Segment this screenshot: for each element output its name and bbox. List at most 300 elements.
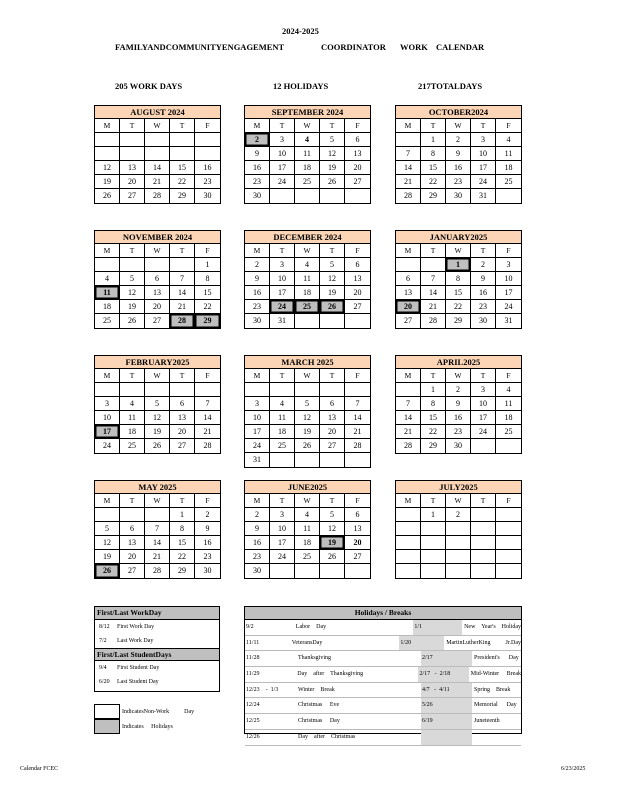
month-title: SEPTEMBER 2024 [245, 106, 370, 119]
day-cell: 25 [496, 425, 521, 439]
day-cell [95, 258, 120, 272]
holiday-name: Labor Day [295, 624, 327, 630]
month-calendar [244, 230, 371, 329]
day-cell: 23 [195, 175, 220, 189]
day-cell [320, 453, 345, 467]
day-cell: 31 [471, 189, 496, 203]
day-cell: 4 [120, 397, 145, 411]
holiday-date: 2/17 - 2/18 [418, 667, 468, 682]
holiday-day-cell: 26 [95, 564, 120, 578]
workday-label: First Work Day [117, 624, 155, 630]
weekday-header: F [496, 119, 521, 133]
holiday-date: 11/28 [246, 655, 260, 662]
weekday-header: T [320, 244, 345, 258]
month-calendar [94, 355, 221, 454]
day-cell: 12 [295, 411, 320, 425]
day-cell: 3 [471, 383, 496, 397]
day-cell: 6 [345, 258, 370, 272]
day-cell: 24 [471, 175, 496, 189]
day-cell: 30 [245, 189, 270, 203]
day-cell: 19 [95, 550, 120, 564]
day-cell [270, 383, 295, 397]
day-cell [496, 508, 521, 522]
day-cell: 30 [446, 189, 471, 203]
day-cell: 13 [345, 147, 370, 161]
holiday-name: President's Day [474, 655, 519, 662]
day-cell: 11 [295, 147, 320, 161]
day-cell: 17 [471, 161, 496, 175]
day-cell: 21 [145, 175, 170, 189]
day-cell: 13 [170, 411, 195, 425]
day-cell: 19 [295, 425, 320, 439]
weekday-header: F [345, 494, 370, 508]
day-cell: 16 [195, 536, 220, 550]
day-cell [471, 550, 496, 564]
holiday-name [472, 730, 521, 745]
weekday-header: F [345, 244, 370, 258]
list-item [95, 661, 219, 675]
day-cell: 21 [170, 300, 195, 314]
day-cell: 14 [345, 411, 370, 425]
month-calendar [94, 480, 221, 579]
day-cell: 3 [471, 133, 496, 147]
day-cell: 29 [421, 189, 446, 203]
holiday-date: 11/29 [246, 671, 260, 678]
day-cell: 7 [396, 397, 421, 411]
day-cell: 21 [396, 425, 421, 439]
day-cell: 4 [270, 397, 295, 411]
day-cell [270, 453, 295, 467]
day-cell [195, 147, 220, 161]
day-cell: 31 [270, 314, 295, 328]
weekday-header: F [496, 369, 521, 383]
holiday-name: Mid-Winter Break [470, 671, 521, 678]
workday-label: Last Work Day [117, 638, 154, 644]
holidays-breaks-box [244, 606, 522, 740]
day-cell [446, 550, 471, 564]
month-title: JANUARY2025 [396, 231, 521, 244]
holiday-name: New Year's Holiday [464, 624, 522, 630]
day-cell: 29 [446, 314, 471, 328]
month-title: MAY 2025 [95, 481, 220, 494]
weekday-header: T [471, 494, 496, 508]
day-cell: 30 [203, 566, 212, 575]
calendar-title: CALENDAR [436, 42, 485, 52]
weekday-header: T [270, 119, 295, 133]
day-cell [345, 189, 370, 203]
day-cell: 17 [496, 286, 521, 300]
day-cell: 11 [496, 147, 521, 161]
day-cell [471, 508, 496, 522]
holiday-day-cell: 25 [295, 300, 320, 314]
day-cell: 16 [245, 536, 270, 550]
day-cell: 25 [95, 314, 120, 328]
day-cell: 19 [95, 175, 120, 189]
day-cell [145, 147, 170, 161]
day-cell [120, 258, 145, 272]
day-cell [270, 564, 295, 578]
day-cell: 16 [446, 161, 471, 175]
holiday-name: Christmas Day [298, 718, 340, 725]
day-cell: 14 [170, 286, 195, 300]
weekday-header: F [345, 119, 370, 133]
weekday-header: T [421, 119, 446, 133]
day-cell: 12 [320, 522, 345, 536]
day-cell: 22 [421, 425, 446, 439]
month-title: OCTOBER2024 [396, 106, 521, 119]
day-cell: 2 [195, 508, 220, 522]
day-cell: 9 [446, 147, 471, 161]
weekday-header: W [295, 494, 320, 508]
day-cell [396, 258, 421, 272]
day-cell [496, 564, 521, 578]
day-cell: 27 [170, 439, 195, 453]
day-cell [145, 508, 170, 522]
day-cell: 28 [145, 189, 170, 203]
day-cell [446, 536, 471, 550]
weekday-header: M [396, 244, 421, 258]
day-cell [270, 189, 295, 203]
holidays-list [245, 620, 521, 746]
day-cell: 2 [245, 508, 270, 522]
day-cell: 10 [496, 272, 521, 286]
day-cell [120, 147, 145, 161]
weekday-header: T [320, 369, 345, 383]
weekday-header: T [320, 119, 345, 133]
day-cell: 5 [120, 272, 145, 286]
holiday-name: VeteransDay [291, 639, 323, 646]
total-days-summary: 217TOTALDAYS [418, 81, 483, 91]
day-cell: 7 [170, 272, 195, 286]
weekday-header: M [95, 369, 120, 383]
day-cell [195, 383, 220, 397]
month-title: MARCH 2025 [245, 356, 370, 369]
day-cell [320, 189, 345, 203]
day-cell [295, 453, 320, 467]
day-cell [496, 189, 521, 203]
day-cell [496, 550, 521, 564]
list-item [95, 620, 219, 634]
day-cell: 3 [245, 397, 270, 411]
weekday-header: M [396, 119, 421, 133]
day-cell: 19 [320, 286, 345, 300]
day-cell: 26 [145, 439, 170, 453]
holiday-day-cell: 1 [446, 258, 471, 272]
holiday-date: 1/1 [413, 620, 462, 635]
day-cell: 1 [421, 383, 446, 397]
day-cell: 4 [295, 508, 320, 522]
weekday-header: F [496, 244, 521, 258]
day-cell: 18 [295, 536, 320, 550]
month-grid [245, 119, 370, 203]
day-cell: 2 [446, 133, 471, 147]
weekday-header: T [421, 369, 446, 383]
day-cell: 15 [170, 161, 195, 175]
day-cell: 19 [320, 161, 345, 175]
day-cell: 22 [170, 175, 195, 189]
day-cell: 6 [345, 133, 370, 147]
work-days-summary: 205 WORK DAYS [115, 81, 183, 91]
day-cell: 14 [396, 411, 421, 425]
day-cell: 2 [471, 258, 496, 272]
day-cell: 25 [120, 439, 145, 453]
day-cell: 28 [345, 439, 370, 453]
day-cell [245, 383, 270, 397]
day-cell: 12 [320, 272, 345, 286]
day-cell: 20 [170, 425, 195, 439]
day-cell [496, 536, 521, 550]
month-calendar [244, 105, 371, 204]
month-grid [396, 369, 521, 453]
day-cell: 1 [195, 258, 220, 272]
day-cell: 17 [270, 161, 295, 175]
day-cell: 8 [195, 272, 220, 286]
day-cell: 23 [471, 300, 496, 314]
day-cell: 2 [245, 258, 270, 272]
month-title: AUGUST 2024 [95, 106, 220, 119]
day-cell: 21 [345, 425, 370, 439]
day-cell: 10 [471, 147, 496, 161]
day-cell [345, 453, 370, 467]
day-cell: 14 [396, 161, 421, 175]
weekday-header: M [95, 244, 120, 258]
day-cell: 10 [270, 272, 295, 286]
day-cell: 28 [421, 314, 446, 328]
holiday-name: Christmas Eve [298, 702, 340, 709]
day-cell: 11 [120, 411, 145, 425]
holiday-day-cell: 19 [320, 536, 345, 550]
studentday-date: 9/4 [99, 665, 107, 671]
day-cell: 4 [95, 272, 120, 286]
day-cell: 25 [496, 175, 521, 189]
weekday-header: M [396, 369, 421, 383]
day-cell: 10 [95, 411, 120, 425]
day-cell: 6 [320, 397, 345, 411]
day-cell [396, 550, 421, 564]
day-cell: 5 [95, 522, 120, 536]
weekday-header: W [145, 369, 170, 383]
day-cell [396, 133, 421, 147]
day-cell: 7 [195, 397, 220, 411]
day-cell [320, 314, 345, 328]
day-cell: 14 [195, 411, 220, 425]
weekday-header: T [120, 494, 145, 508]
day-cell: 4 [496, 133, 521, 147]
holiday-name: Winter Break [298, 686, 335, 693]
day-cell: 15 [421, 161, 446, 175]
day-cell: 8 [421, 397, 446, 411]
holiday-date: 4/7 - 4/11 [421, 683, 472, 698]
day-cell: 1 [421, 508, 446, 522]
list-item [95, 634, 219, 648]
day-cell [471, 439, 496, 453]
day-cell: 22 [195, 300, 220, 314]
day-cell: 15 [170, 536, 195, 550]
weekday-header: T [421, 244, 446, 258]
weekday-header: T [170, 119, 195, 133]
day-cell: 30 [446, 439, 471, 453]
day-cell [421, 258, 446, 272]
day-cell: 21 [421, 300, 446, 314]
day-cell [345, 564, 370, 578]
day-cell: 24 [245, 439, 270, 453]
day-cell [295, 314, 320, 328]
day-cell [170, 258, 195, 272]
day-cell: 20 [345, 161, 370, 175]
day-cell: 18 [295, 161, 320, 175]
month-title: DECEMBER 2024 [245, 231, 370, 244]
holiday-date [421, 730, 472, 745]
day-cell: 28 [396, 439, 421, 453]
day-cell: 13 [320, 411, 345, 425]
day-cell: 13 [345, 522, 370, 536]
holiday-date: 1/20 [399, 636, 444, 651]
weekday-header: F [195, 244, 220, 258]
weekday-header: W [295, 244, 320, 258]
day-cell [421, 550, 446, 564]
day-cell: 26 [95, 189, 120, 203]
day-cell: 27 [345, 550, 370, 564]
day-cell: 20 [120, 550, 145, 564]
day-cell: 3 [270, 508, 295, 522]
day-cell: 23 [446, 425, 471, 439]
day-cell: 6 [170, 397, 195, 411]
holiday-row [245, 714, 521, 730]
day-cell [471, 536, 496, 550]
day-cell: 17 [270, 536, 295, 550]
day-cell: 6 [145, 272, 170, 286]
day-cell [496, 439, 521, 453]
weekday-header: T [120, 244, 145, 258]
day-cell: 16 [471, 286, 496, 300]
day-cell [120, 133, 145, 147]
day-cell: 10 [270, 147, 295, 161]
day-cell: 15 [195, 286, 220, 300]
month-calendar [244, 480, 371, 579]
day-cell: 14 [145, 536, 170, 550]
weekday-header: T [270, 244, 295, 258]
day-cell: 26 [295, 439, 320, 453]
day-cell [295, 383, 320, 397]
holiday-day-cell: 20 [396, 300, 421, 314]
workday-date: 7/2 [99, 638, 107, 644]
month-grid [396, 494, 521, 578]
day-cell: 31 [504, 316, 513, 325]
day-cell: 9 [245, 272, 270, 286]
day-cell: 7 [145, 522, 170, 536]
day-cell: 1 [170, 508, 195, 522]
holiday-date: 12/23 - 1/3 [246, 686, 279, 693]
month-calendar [395, 105, 522, 204]
month-title: NOVEMBER 2024 [95, 231, 220, 244]
day-cell [396, 522, 421, 536]
workday-date: 8/12 [99, 624, 110, 630]
month-grid [95, 244, 220, 328]
holiday-name: Spring Break [474, 686, 511, 693]
day-cell: 13 [120, 161, 145, 175]
day-cell: 20 [345, 286, 370, 300]
weekday-header: T [270, 369, 295, 383]
month-grid [396, 119, 521, 203]
day-cell: 8 [170, 522, 195, 536]
day-cell: 5 [320, 508, 345, 522]
day-cell: 27 [345, 175, 370, 189]
month-grid [95, 494, 220, 578]
holiday-day-cell: 24 [270, 300, 295, 314]
day-cell: 3 [270, 133, 295, 147]
holiday-name: Day after Christmas [298, 733, 356, 740]
day-cell: 25 [295, 175, 320, 189]
day-cell: 19 [145, 425, 170, 439]
day-cell: 30 [471, 314, 496, 328]
day-cell: 4 [295, 258, 320, 272]
day-cell: 27 [120, 189, 145, 203]
day-cell: 6 [120, 522, 145, 536]
day-cell: 24 [95, 439, 120, 453]
day-cell [471, 522, 496, 536]
day-cell: 20 [345, 536, 370, 550]
day-cell [496, 522, 521, 536]
first-last-box [94, 606, 220, 692]
holiday-name: Day after Thanksgiving [297, 671, 364, 678]
holiday-row [245, 730, 521, 746]
weekday-header: W [295, 369, 320, 383]
day-cell: 6 [345, 508, 370, 522]
day-cell: 14 [421, 286, 446, 300]
role-title: COORDINATOR [321, 42, 386, 52]
holiday-date: 9/2 [246, 624, 254, 630]
day-cell [471, 564, 496, 578]
day-cell: 23 [446, 175, 471, 189]
month-calendar [94, 230, 221, 329]
day-cell: 17 [270, 286, 295, 300]
day-cell: 15 [446, 286, 471, 300]
day-cell: 10 [245, 411, 270, 425]
holiday-row [245, 651, 521, 667]
day-cell: 18 [120, 425, 145, 439]
day-cell: 11 [270, 411, 295, 425]
day-cell [120, 508, 145, 522]
holiday-date: 5/26 [421, 698, 472, 713]
day-cell: 10 [270, 522, 295, 536]
legend-holiday-label: Indicates Holidays [122, 724, 173, 730]
day-cell: 30 [245, 314, 270, 328]
workday-box-title: First/Last WorkDay [95, 607, 219, 620]
day-cell: 29 [170, 189, 195, 203]
legend-nonwork-swatch [94, 704, 120, 719]
day-cell: 24 [270, 175, 295, 189]
day-cell: 14 [145, 161, 170, 175]
weekday-header: W [145, 244, 170, 258]
studentday-label: First Student Day [117, 665, 160, 671]
legend-nonwork-label: IndicatesNon-Work Day [122, 709, 195, 715]
holiday-date: 2/17 [421, 651, 472, 666]
holiday-date: 12/26 [246, 733, 260, 740]
weekday-header: F [345, 369, 370, 383]
month-calendar [395, 230, 522, 329]
weekday-header: W [446, 494, 471, 508]
month-title: FEBRUARY2025 [95, 356, 220, 369]
holidays-box-title: Holidays / Breaks [245, 607, 521, 620]
holiday-name: Thanksgiving [298, 655, 331, 662]
month-title: APRIL2025 [396, 356, 521, 369]
day-cell [396, 536, 421, 550]
day-cell: 16 [245, 161, 270, 175]
holiday-row [245, 683, 521, 699]
day-cell [95, 147, 120, 161]
weekday-header: M [396, 494, 421, 508]
holiday-date: 12/25 [246, 718, 260, 725]
